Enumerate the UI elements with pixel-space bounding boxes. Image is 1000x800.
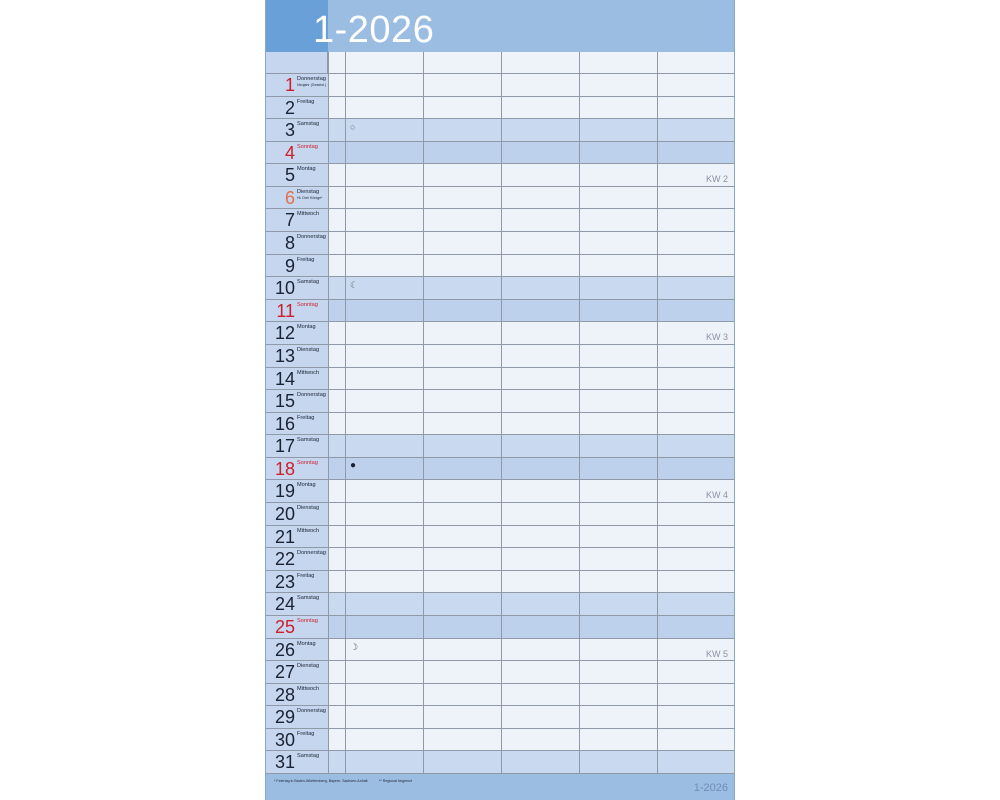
day-label-cell <box>266 277 328 299</box>
day-row <box>266 300 734 323</box>
day-row <box>266 74 734 97</box>
day-name: Freitag <box>297 98 315 105</box>
day-row <box>266 458 734 481</box>
day-row <box>266 571 734 594</box>
day-label-cell <box>266 232 328 254</box>
day-label-cell <box>266 74 328 96</box>
last-quarter-icon: ☾ <box>350 280 359 291</box>
day-label-cell <box>266 729 328 751</box>
day-label-cell <box>266 684 328 706</box>
day-name: Samstag <box>297 437 320 444</box>
day-row <box>266 164 734 187</box>
day-row <box>266 593 734 616</box>
day-row <box>266 209 734 232</box>
day-name: Montag <box>297 640 316 647</box>
day-label-cell <box>266 526 328 548</box>
day-name: Mittwoch <box>297 211 320 218</box>
day-number: 18 <box>274 458 295 479</box>
day-row <box>266 480 734 503</box>
day-name: Sonntag <box>297 459 318 466</box>
day-row <box>266 435 734 458</box>
day-row <box>266 187 734 210</box>
day-name: Sonntag <box>297 143 318 150</box>
day-name: Samstag <box>297 595 320 602</box>
day-number: 30 <box>274 729 295 750</box>
month-title: 1-2026 <box>313 9 435 51</box>
day-label-cell <box>266 661 328 683</box>
footer-month-label: 1-2026 <box>693 782 728 794</box>
day-row <box>266 322 734 345</box>
holiday-note: Neujahr (Gesetzl.) <box>297 83 327 87</box>
day-number: 31 <box>274 752 295 773</box>
new-moon-icon: ● <box>350 459 357 471</box>
day-row <box>266 390 734 413</box>
day-number: 27 <box>274 662 295 683</box>
day-name: Mittwoch <box>297 369 320 376</box>
day-name: Montag <box>297 166 316 173</box>
week-number-label: KW 5 <box>705 648 728 659</box>
day-number: 7 <box>284 210 295 231</box>
week-number-label: KW 4 <box>705 490 728 501</box>
full-moon-icon: ○ <box>350 122 356 133</box>
day-name: Samstag <box>297 121 320 128</box>
day-name: Donnerstag <box>297 550 326 557</box>
day-row <box>266 616 734 639</box>
day-row <box>266 548 734 571</box>
day-row <box>266 639 734 662</box>
day-row <box>266 142 734 165</box>
day-number: 8 <box>284 233 295 254</box>
column-divider <box>328 52 329 774</box>
day-row <box>266 232 734 255</box>
day-label-cell <box>266 571 328 593</box>
day-label-cell <box>266 751 328 773</box>
column-divider <box>423 52 424 774</box>
day-row <box>266 97 734 120</box>
column-header-row <box>266 52 734 74</box>
day-label-cell <box>266 345 328 367</box>
footnote-holidays: * Feiertag in Baden-Württemberg, Bayern, Sachsen-Anhalt <box>274 779 368 783</box>
column-divider <box>579 52 580 774</box>
day-label-cell <box>266 639 328 661</box>
day-label-cell <box>266 97 328 119</box>
day-label-cell <box>266 390 328 412</box>
day-row <box>266 119 734 142</box>
column-divider <box>501 52 502 774</box>
day-number: 28 <box>274 684 295 705</box>
day-name: Dienstag <box>297 505 320 512</box>
day-row <box>266 751 734 774</box>
week-number-label: KW 2 <box>705 174 728 185</box>
day-name: Freitag <box>297 730 315 737</box>
day-number: 10 <box>274 278 295 299</box>
day-number: 13 <box>274 345 295 366</box>
day-label-cell <box>266 503 328 525</box>
day-row <box>266 368 734 391</box>
day-name: Donnerstag <box>297 708 326 715</box>
day-row <box>266 661 734 684</box>
day-name: Samstag <box>297 279 320 286</box>
day-label-cell <box>266 368 328 390</box>
day-row <box>266 413 734 436</box>
day-number: 14 <box>274 368 295 389</box>
day-number: 6 <box>284 187 295 208</box>
day-number: 15 <box>274 391 295 412</box>
column-divider <box>345 52 346 774</box>
day-number: 11 <box>276 300 295 321</box>
day-row <box>266 503 734 526</box>
day-number: 22 <box>274 549 295 570</box>
day-row <box>266 729 734 752</box>
day-label-cell <box>266 322 328 344</box>
day-name: Freitag <box>297 256 315 263</box>
day-number: 16 <box>274 413 295 434</box>
day-number: 23 <box>274 571 295 592</box>
day-number: 9 <box>284 255 295 276</box>
day-name: Sonntag <box>297 617 318 624</box>
week-number-label: KW 3 <box>705 332 728 343</box>
day-number: 19 <box>274 481 295 502</box>
column-header-day-cell <box>266 52 328 73</box>
day-name: Montag <box>297 324 316 331</box>
day-row <box>266 684 734 707</box>
day-name: Freitag <box>297 572 315 579</box>
day-name: Donnerstag <box>297 392 326 399</box>
day-name: Montag <box>297 482 316 489</box>
day-name: Dienstag <box>297 346 320 353</box>
day-number: 17 <box>274 436 295 457</box>
day-row <box>266 255 734 278</box>
day-number: 4 <box>284 142 295 163</box>
day-label-cell <box>266 548 328 570</box>
day-row <box>266 345 734 368</box>
column-divider <box>657 52 658 774</box>
day-name: Donnerstag <box>297 234 326 241</box>
day-name: Sonntag <box>297 301 318 308</box>
day-label-cell <box>266 706 328 728</box>
day-number: 25 <box>274 616 295 637</box>
day-label-cell <box>266 480 328 502</box>
holiday-note: Hl. Drei Könige* <box>297 195 323 200</box>
day-row <box>266 706 734 729</box>
calendar-page <box>265 0 735 800</box>
day-number: 29 <box>274 707 295 728</box>
day-name: Freitag <box>297 414 315 421</box>
calendar-header <box>266 0 734 52</box>
day-row <box>266 277 734 300</box>
day-number: 2 <box>284 97 295 118</box>
day-label-cell <box>266 142 328 164</box>
first-quarter-icon: ☽ <box>350 641 359 652</box>
day-number: 1 <box>284 75 295 95</box>
day-label-cell <box>266 300 328 322</box>
day-label-cell <box>266 164 328 186</box>
day-label-cell <box>266 209 328 231</box>
day-name: Mittwoch <box>297 685 320 692</box>
day-label-cell <box>266 616 328 638</box>
day-name: Dienstag <box>297 663 320 670</box>
day-label-cell <box>266 458 328 480</box>
day-label-cell <box>266 255 328 277</box>
day-name: Mittwoch <box>297 527 320 534</box>
day-number: 20 <box>274 504 295 525</box>
day-label-cell <box>266 593 328 615</box>
day-label-cell <box>266 187 328 209</box>
day-number: 3 <box>284 120 295 141</box>
day-name: Samstag <box>297 753 320 760</box>
day-name: Donnerstag <box>297 76 326 82</box>
day-number: 21 <box>274 526 295 547</box>
day-number: 24 <box>274 594 295 615</box>
calendar-footer <box>266 774 734 800</box>
day-number: 12 <box>274 323 295 344</box>
day-label-cell <box>266 435 328 457</box>
day-number: 26 <box>274 639 295 660</box>
day-label-cell <box>266 413 328 435</box>
day-row <box>266 526 734 549</box>
day-name: Dienstag <box>297 188 320 195</box>
day-label-cell <box>266 119 328 141</box>
day-number: 5 <box>284 165 295 186</box>
footnote-regional: ** Regional begrenzt <box>379 779 412 783</box>
